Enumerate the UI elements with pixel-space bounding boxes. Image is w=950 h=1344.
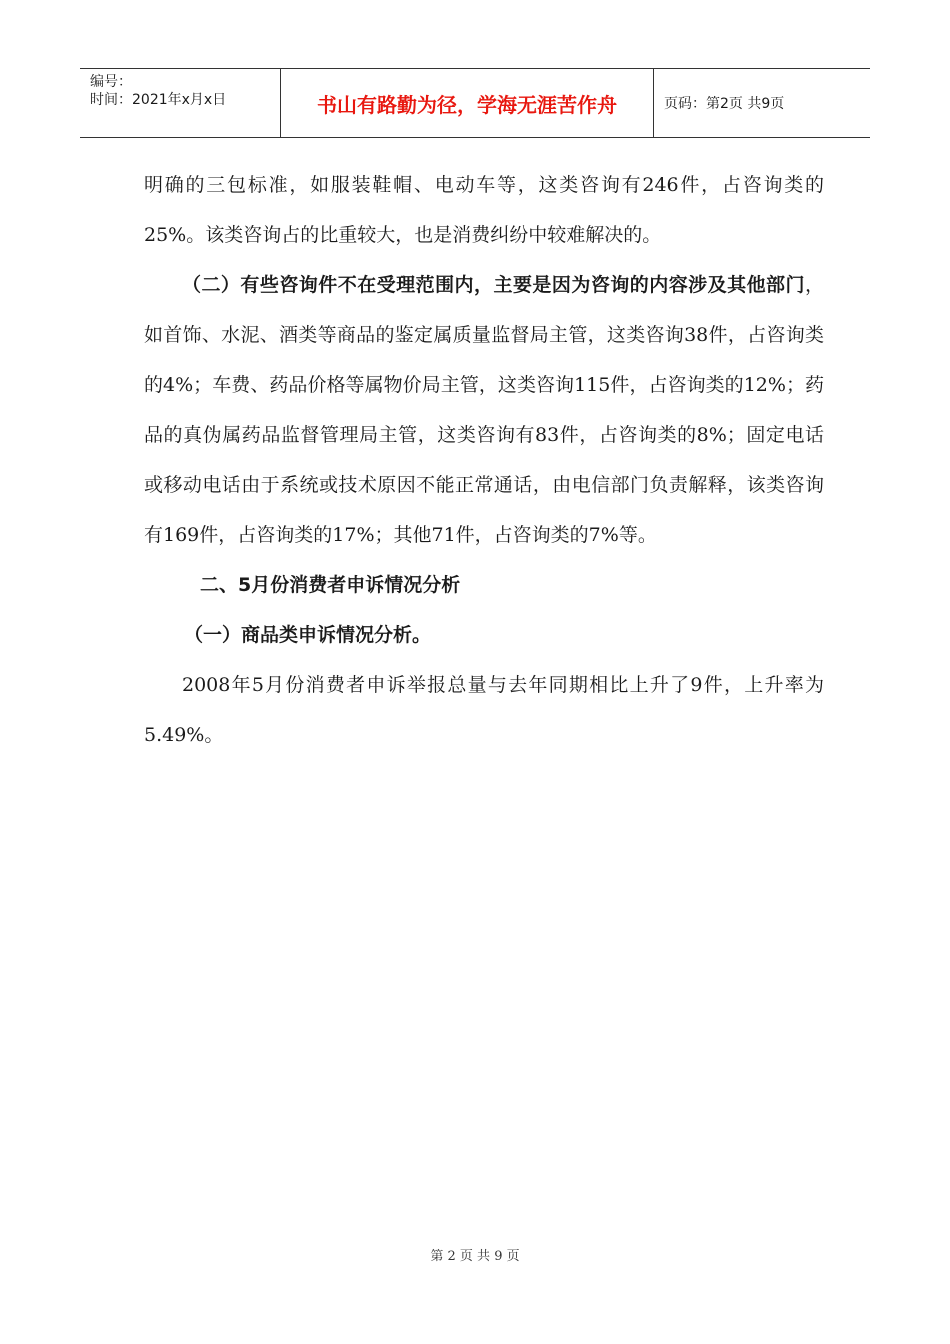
- header-page-number: 页码：第2页 共9页: [664, 96, 785, 112]
- paragraph-text: ，如首饰、水泥、酒类等商品的鉴定属质量监督局主管，这类咨询38件，占咨询类的4%；车费、药品价格等属物价局主管，这类咨询115件，占咨询类的12%；药品的真伪属药品监督管理局主管，这类咨询有83件，占咨询类的8%；固定电话或移动电话由于系统或技术原因不能正常通话，由电信部门负责解释，该类咨询有169件，占咨询类的17%；其他71件，占咨询类的7%等。: [144, 274, 824, 546]
- header-motto: 书山有路勤为径，学海无涯苦作舟: [281, 69, 654, 137]
- section-heading: 二、5月份消费者申诉情况分析: [200, 574, 461, 596]
- page-header: [80, 68, 870, 138]
- page-footer: 第 2 页 共 9 页: [430, 1249, 520, 1264]
- paragraph: 明确的三包标准，如服装鞋帽、电动车等，这类咨询有246件，占咨询类的25%。该类咨询占的比重较大，也是消费纠纷中较难解决的。: [144, 174, 824, 246]
- paragraph: [144, 260, 824, 560]
- paragraph: 2008年5月份消费者申诉举报总量与去年同期相比上升了9件，上升率为5.49%。: [144, 674, 824, 746]
- document-date: 时间：2021年x月x日: [90, 92, 227, 108]
- bold-lead-text: （二）有些咨询件不在受理范围内，主要是因为咨询的内容涉及其他部门: [182, 274, 805, 296]
- document-number: 编号：: [90, 74, 132, 90]
- document-body: [144, 160, 824, 760]
- subsection-heading: （一）商品类申诉情况分析。: [184, 624, 432, 646]
- header-meta: [80, 69, 281, 137]
